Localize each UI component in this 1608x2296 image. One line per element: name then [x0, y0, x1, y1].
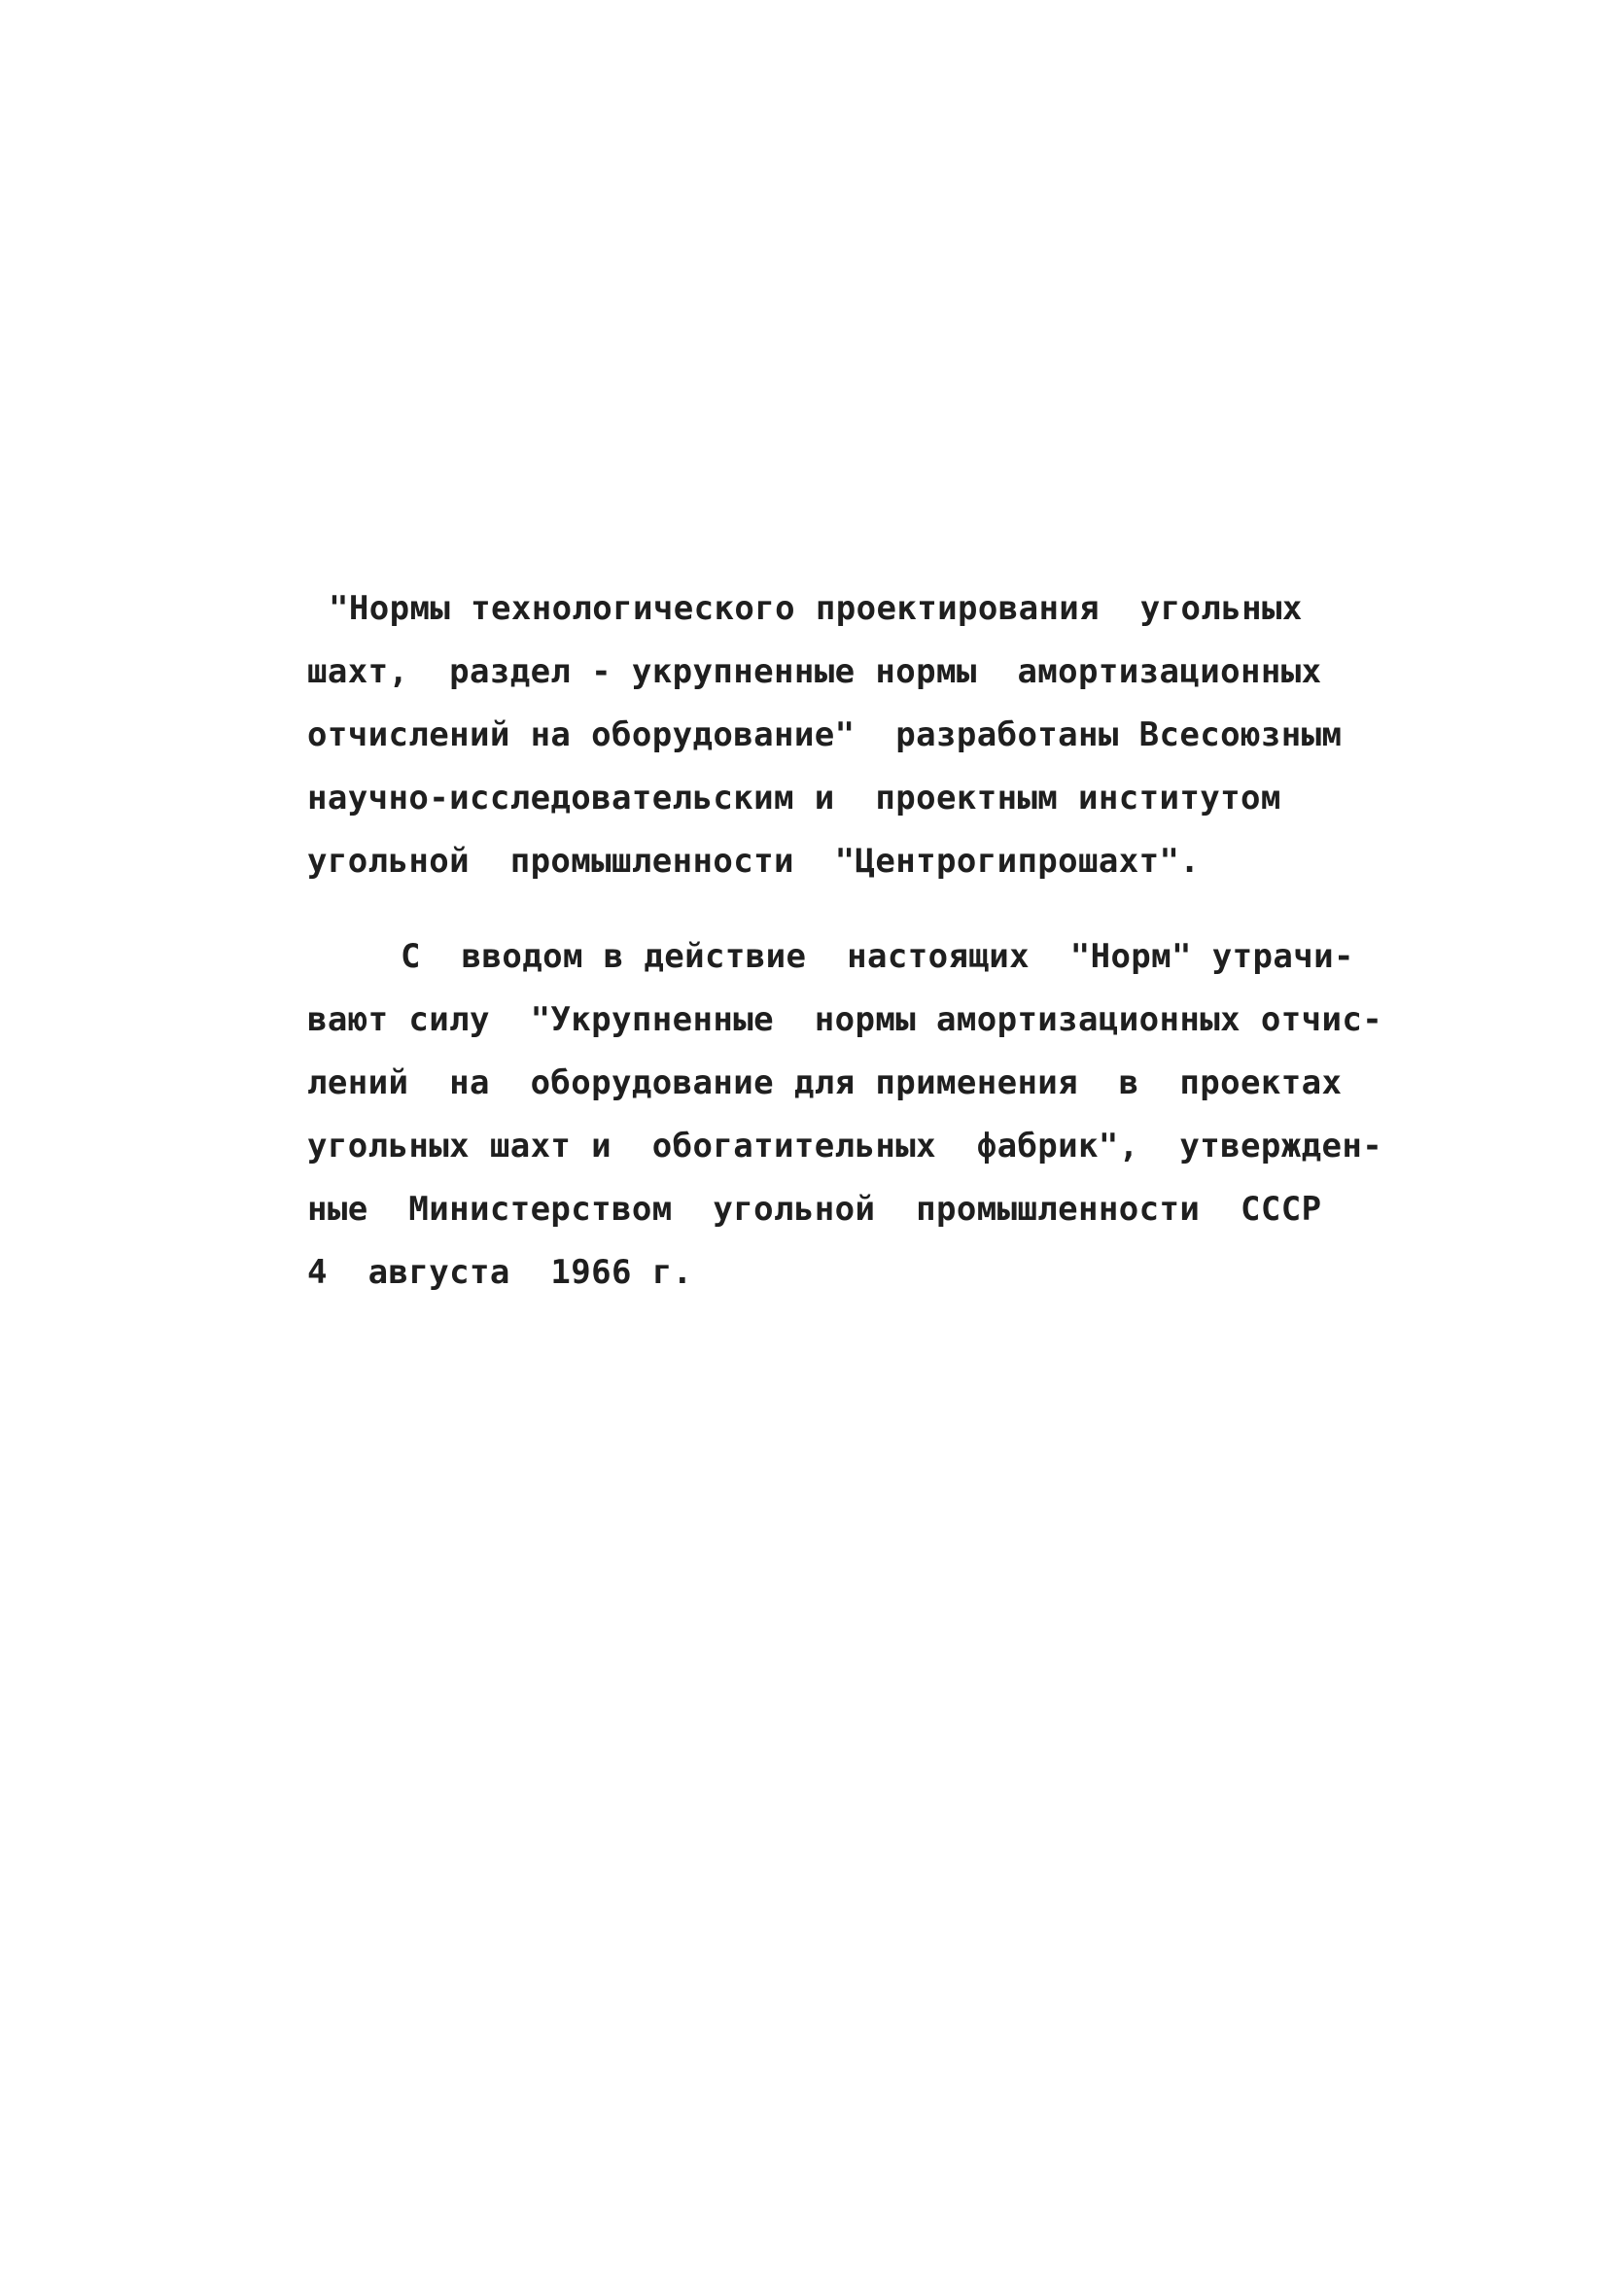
paragraph-line: отчислений на оборудование" разработаны Всесоюзным — [307, 715, 1343, 754]
paragraph-line: научно-исследовательским и проектным институтом — [307, 779, 1281, 818]
paragraph-line: 4 августа 1966 г. — [307, 1253, 693, 1292]
paragraph-line: шахт, раздел - укрупненные нормы амортизационных — [307, 652, 1322, 691]
paragraph-line: ные Министерством угольной промышленности СССР — [307, 1190, 1322, 1229]
paragraph-line: угольной промышленности "Центрогипрошахт". — [307, 842, 1201, 881]
paragraph-line: вают силу "Укрупненные нормы амортизационных отчис- — [307, 1000, 1383, 1039]
paragraph-supersession — [307, 925, 1383, 1305]
paragraph-line: угольных шахт и обогатительных фабрик", утвержден- — [307, 1127, 1383, 1165]
paragraph-line: лений на оборудование для применения в проектах — [307, 1063, 1343, 1102]
paragraph-line: "Нормы технологического проектирования угольных — [329, 589, 1303, 628]
paragraph-line: С вводом в действие настоящих "Норм" утрачи- — [401, 937, 1354, 976]
paragraph-developers — [307, 577, 1357, 893]
